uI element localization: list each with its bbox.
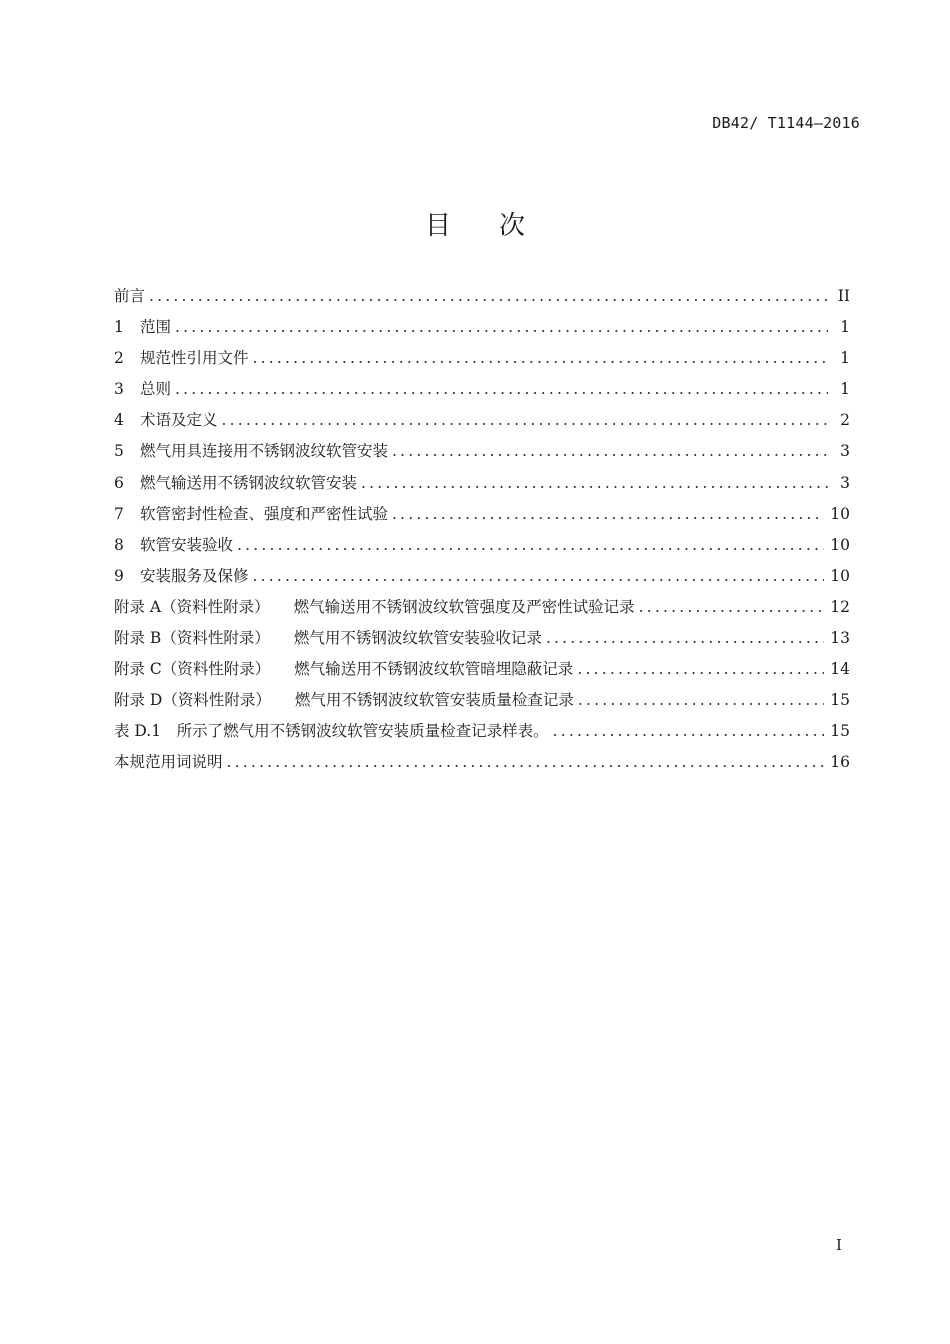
- toc-entry-appendix-c[interactable]: [114, 657, 850, 688]
- toc-leader: [149, 287, 828, 305]
- toc-entry-label: 燃气输送用不锈钢波纹软管安装: [140, 473, 358, 492]
- toc-leader: [222, 411, 828, 429]
- toc-entry-8[interactable]: [114, 533, 850, 564]
- toc-leader: [639, 598, 825, 616]
- toc-entry-subtitle: 燃气用不锈钢波纹软管安装质量检查记录: [294, 691, 574, 710]
- toc-entry-5[interactable]: [114, 439, 850, 470]
- toc-entry-label: 安装服务及保修: [140, 566, 249, 585]
- toc-entry-number: 9: [114, 566, 124, 585]
- toc-entry-label: 总则: [140, 380, 172, 399]
- toc-entry-label: 软管密封性检查、强度和严密性试验: [140, 504, 389, 523]
- toc-entry-subtitle: 燃气输送用不锈钢波纹软管强度及严密性试验记录: [293, 597, 635, 616]
- toc-entry-table-d1[interactable]: [114, 719, 850, 750]
- toc-leader: [175, 318, 828, 336]
- title-char-2: 次: [499, 211, 526, 241]
- toc-entry-4[interactable]: [114, 408, 850, 439]
- toc-entry-page: 3: [840, 473, 850, 492]
- toc-entry-label: 附录 B（资料性附录）: [114, 629, 270, 648]
- toc-entry-number: 3: [114, 380, 124, 399]
- toc-entry-page: 1: [840, 349, 850, 368]
- toc-leader: [578, 691, 824, 709]
- toc-entry-label: 附录 C（资料性附录）: [114, 660, 271, 679]
- toc-entry-label: 附录 A（资料性附录）: [114, 597, 270, 616]
- table-of-contents: [114, 284, 850, 782]
- toc-leader: [392, 505, 824, 523]
- toc-leader: [237, 536, 824, 554]
- toc-entry-number: 7: [114, 504, 124, 523]
- toc-entry-label: 表 D.1 所示了燃气用不锈钢波纹软管安装质量检查记录样表。: [114, 722, 549, 741]
- toc-entry-number: 6: [114, 473, 124, 492]
- toc-entry-page: 10: [830, 566, 850, 585]
- toc-entry-page: 15: [830, 722, 850, 741]
- toc-leader: [361, 474, 828, 492]
- toc-entry-page: 1: [840, 380, 850, 399]
- toc-entry-6[interactable]: [114, 471, 850, 502]
- toc-entry-9[interactable]: [114, 564, 850, 595]
- toc-entry-page: 3: [840, 442, 850, 461]
- toc-entry-2[interactable]: [114, 346, 850, 377]
- toc-entry-page: 14: [830, 660, 850, 679]
- toc-entry-number: 1: [114, 318, 124, 337]
- toc-entry-page: II: [837, 287, 850, 305]
- toc-leader: [546, 629, 824, 647]
- toc-entry-label: 规范性引用文件: [140, 349, 249, 368]
- toc-entry-1[interactable]: [114, 315, 850, 346]
- toc-entry-page: 2: [840, 411, 850, 430]
- title-char-1: 目: [424, 211, 451, 241]
- toc-entry-label: 术语及定义: [140, 411, 218, 430]
- toc-entry-wording-explanation[interactable]: [114, 750, 850, 781]
- toc-entry-appendix-b[interactable]: [114, 626, 850, 657]
- toc-entry-number: 5: [114, 442, 124, 461]
- toc-leader: [553, 722, 825, 740]
- toc-entry-page: 12: [830, 597, 850, 616]
- toc-leader: [253, 567, 825, 585]
- document-code: DB42/ T1144—2016: [712, 114, 860, 132]
- toc-entry-label: 前言: [114, 287, 146, 305]
- toc-leader: [175, 380, 828, 398]
- toc-entry-foreword[interactable]: [114, 284, 850, 315]
- toc-entry-subtitle: 燃气输送用不锈钢波纹软管暗埋隐蔽记录: [294, 660, 574, 679]
- toc-entry-page: 10: [830, 504, 850, 523]
- page-title: [0, 205, 950, 242]
- toc-entry-label: 范围: [140, 318, 172, 337]
- toc-entry-page: 13: [830, 629, 850, 648]
- toc-entry-page: 15: [830, 691, 850, 710]
- toc-leader: [227, 753, 825, 771]
- toc-entry-label: 本规范用词说明: [114, 753, 223, 772]
- toc-entry-3[interactable]: [114, 377, 850, 408]
- toc-entry-number: 8: [114, 535, 124, 554]
- toc-entry-page: 10: [830, 535, 850, 554]
- toc-entry-number: 2: [114, 349, 124, 368]
- toc-entry-appendix-d[interactable]: [114, 688, 850, 719]
- page-number: I: [836, 1236, 842, 1254]
- toc-entry-label: 附录 D（资料性附录）: [114, 691, 271, 710]
- toc-entry-appendix-a[interactable]: [114, 595, 850, 626]
- toc-leader: [253, 349, 828, 367]
- toc-entry-label: 软管安装验收: [140, 535, 234, 554]
- toc-entry-number: 4: [114, 411, 124, 430]
- toc-entry-page: 1: [840, 318, 850, 337]
- toc-entry-label: 燃气用具连接用不锈钢波纹软管安装: [140, 442, 389, 461]
- toc-entry-page: 16: [830, 753, 850, 772]
- toc-leader: [392, 442, 828, 460]
- toc-entry-subtitle: 燃气用不锈钢波纹软管安装验收记录: [293, 629, 542, 648]
- toc-entry-7[interactable]: [114, 502, 850, 533]
- toc-leader: [577, 660, 824, 678]
